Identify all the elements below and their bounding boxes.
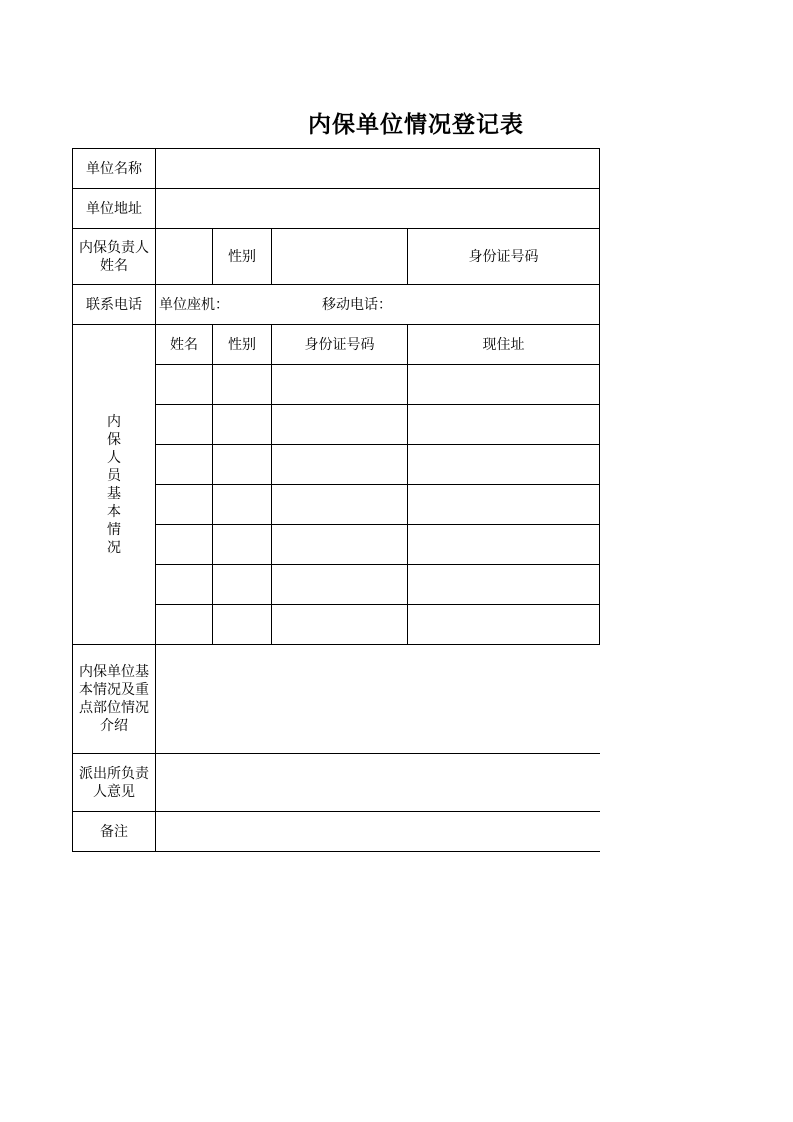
- row-unit-address: [73, 189, 600, 229]
- staff-address-cell[interactable]: [408, 605, 600, 645]
- staff-header-id: 身份证号码: [272, 325, 408, 365]
- staff-gender-cell[interactable]: [213, 565, 272, 605]
- staff-id-cell[interactable]: [272, 565, 408, 605]
- head-gender-label: 性别: [213, 229, 272, 285]
- staff-gender-cell[interactable]: [213, 405, 272, 445]
- staff-header-name: 姓名: [156, 325, 213, 365]
- staff-id-cell[interactable]: [272, 445, 408, 485]
- staff-id-cell[interactable]: [272, 365, 408, 405]
- staff-address-cell[interactable]: [408, 405, 600, 445]
- head-name-field[interactable]: [156, 229, 213, 285]
- unit-address-label: 单位地址: [73, 189, 156, 229]
- staff-name-cell[interactable]: [156, 485, 213, 525]
- head-name-label: 内保负责人姓名: [73, 229, 156, 285]
- form-title: 内保单位情况登记表: [308, 111, 524, 138]
- staff-gender-cell[interactable]: [213, 605, 272, 645]
- staff-address-cell[interactable]: [408, 525, 600, 565]
- staff-id-cell[interactable]: [272, 605, 408, 645]
- staff-header-address: 现住址: [408, 325, 600, 365]
- row-remark: [73, 812, 600, 852]
- staff-name-cell[interactable]: [156, 525, 213, 565]
- landline-label: 单位座机：: [159, 297, 229, 313]
- staff-gender-cell[interactable]: [213, 445, 272, 485]
- staff-name-cell[interactable]: [156, 565, 213, 605]
- row-police-opinion: [73, 754, 600, 812]
- row-head: [73, 229, 600, 285]
- staff-name-cell[interactable]: [156, 365, 213, 405]
- staff-header-row: [73, 325, 600, 365]
- unit-name-field[interactable]: [156, 149, 600, 189]
- phone-field[interactable]: [156, 285, 600, 325]
- staff-id-cell[interactable]: [272, 485, 408, 525]
- row-phone: [73, 285, 600, 325]
- staff-gender-cell[interactable]: [213, 485, 272, 525]
- staff-name-cell[interactable]: [156, 405, 213, 445]
- remark-field[interactable]: [156, 812, 600, 852]
- staff-address-cell[interactable]: [408, 365, 600, 405]
- staff-id-cell[interactable]: [272, 405, 408, 445]
- staff-address-cell[interactable]: [408, 565, 600, 605]
- police-opinion-label: 派出所负责人意见: [73, 754, 156, 812]
- row-intro: [73, 645, 600, 754]
- staff-label: 内保人员基本情况: [107, 413, 121, 556]
- head-gender-field[interactable]: [272, 229, 408, 285]
- phone-label: 联系电话: [73, 285, 156, 325]
- head-id-label: 身份证号码: [408, 229, 600, 285]
- unit-name-label: 单位名称: [73, 149, 156, 189]
- staff-header-gender: 性别: [213, 325, 272, 365]
- intro-label: 内保单位基本情况及重点部位情况介绍: [73, 645, 156, 754]
- remark-label: 备注: [73, 812, 156, 852]
- staff-id-cell[interactable]: [272, 525, 408, 565]
- staff-name-cell[interactable]: [156, 445, 213, 485]
- police-opinion-field[interactable]: [156, 754, 600, 812]
- mobile-label: 移动电话：: [322, 297, 392, 313]
- row-unit-name: [73, 149, 600, 189]
- staff-label-cell: [73, 325, 156, 645]
- unit-address-field[interactable]: [156, 189, 600, 229]
- registration-form: [72, 148, 600, 852]
- intro-field[interactable]: [156, 645, 600, 754]
- staff-address-cell[interactable]: [408, 445, 600, 485]
- staff-name-cell[interactable]: [156, 605, 213, 645]
- staff-gender-cell[interactable]: [213, 365, 272, 405]
- staff-gender-cell[interactable]: [213, 525, 272, 565]
- staff-address-cell[interactable]: [408, 485, 600, 525]
